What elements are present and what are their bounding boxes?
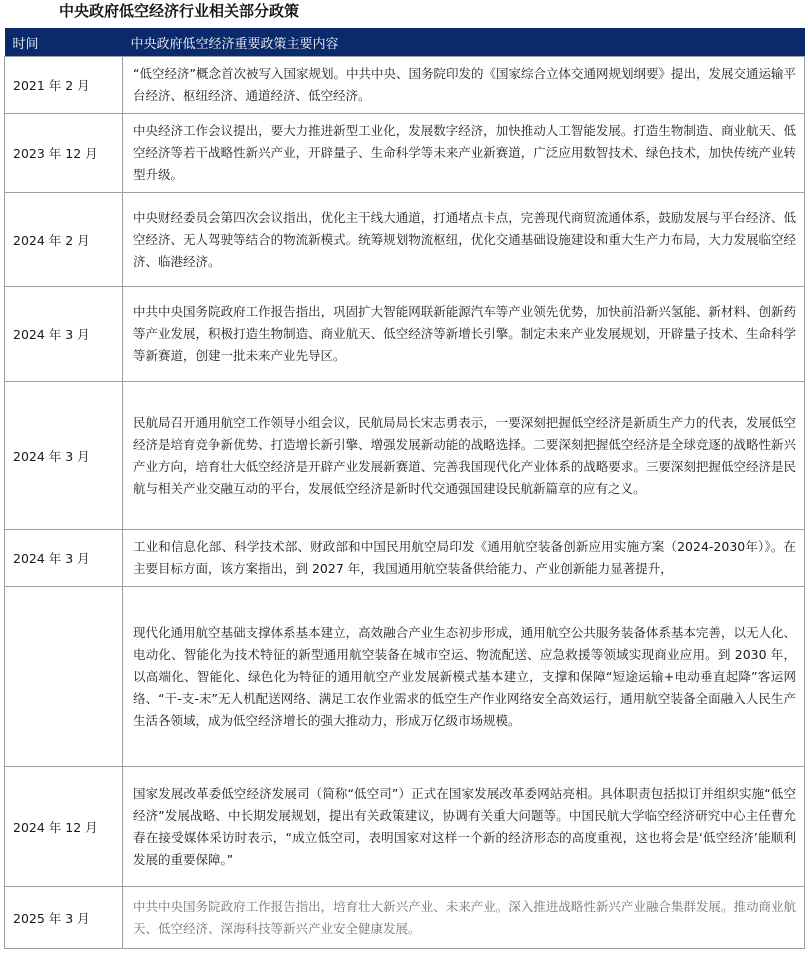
- row-date: [5, 587, 123, 767]
- table-row: [5, 287, 805, 382]
- row-content: 中央经济工作会议提出，要大力推进新型工业化，发展数字经济，加快推动人工智能发展。打造生物制造、商业航天、低空经济等若干战略性新兴产业，开辟量子、生命科学等未来产业新赛道，广泛应用数智技术、绿色技术，加快传统产业转型升级。: [123, 114, 805, 193]
- row-content: 国家发展改革委低空经济发展司（简称“低空司”）正式在国家发展改革委网站亮相。具体职责包括拟订并组织实施“低空经济”发展战略、中长期发展规划，提出有关政策建议，协调有关重大问题等。中国民航大学临空经济研究中心主任曹允春在接受媒体采访时表示，“成立低空司，表明国家对这样一个新的经济形态的高度重视，这也将会是‘低空经济’能顺利发展的重要保障。”: [123, 767, 805, 887]
- row-date: 2021 年 2 月: [5, 57, 123, 114]
- row-date: 2024 年 2 月: [5, 193, 123, 287]
- table-row: [5, 114, 805, 193]
- row-content: 中共中央国务院政府工作报告指出，培育壮大新兴产业、未来产业。深入推进战略性新兴产业融合集群发展。推动商业航天、低空经济、深海科技等新兴产业安全健康发展。: [123, 887, 805, 949]
- row-date: 2024 年 12 月: [5, 767, 123, 887]
- table-row: [5, 887, 805, 949]
- table-header-row: [5, 28, 805, 57]
- row-date: 2024 年 3 月: [5, 530, 123, 587]
- row-date: 2024 年 3 月: [5, 382, 123, 530]
- header-content: 中央政府低空经济重要政策主要内容: [123, 28, 805, 57]
- row-content: 中共中央国务院政府工作报告指出，巩固扩大智能网联新能源汽车等产业领先优势，加快前沿新兴氢能、新材料、创新药等产业发展，积极打造生物制造、商业航天、低空经济等新增长引擎。制定未来产业发展规划，开辟量子技术、生命科学等新赛道，创建一批未来产业先导区。: [123, 287, 805, 382]
- table-row: [5, 193, 805, 287]
- row-date: 2023 年 12 月: [5, 114, 123, 193]
- table-row: [5, 767, 805, 887]
- table-row: [5, 587, 805, 767]
- header-time: 时间: [5, 28, 123, 57]
- policy-table: [4, 28, 805, 949]
- row-date: 2025 年 3 月: [5, 887, 123, 949]
- row-content: “低空经济”概念首次被写入国家规划。中共中央、国务院印发的《国家综合立体交通网规划纲要》提出，发展交通运输平台经济、枢纽经济、通道经济、低空经济。: [123, 57, 805, 114]
- row-date: 2024 年 3 月: [5, 287, 123, 382]
- row-content: 民航局召开通用航空工作领导小组会议，民航局局长宋志勇表示，一要深刻把握低空经济是新质生产力的代表，发展低空经济是培育竞争新优势、打造增长新引擎、增强发展新动能的战略选择。二要深刻把握低空经济是全球竞逐的战略性新兴产业方向，培育壮大低空经济是开辟产业发展新赛道、完善我国现代化产业体系的战略要求。三要深刻把握低空经济是民航与相关产业交融互动的平台，发展低空经济是新时代交通强国建设民航新篇章的应有之义。: [123, 382, 805, 530]
- document-title: 中央政府低空经济行业相关部分政策: [59, 2, 300, 20]
- table-row: [5, 57, 805, 114]
- table-row: [5, 382, 805, 530]
- row-content: 中央财经委员会第四次会议指出，优化主干线大通道，打通堵点卡点，完善现代商贸流通体系，鼓励发展与平台经济、低空经济、无人驾驶等结合的物流新模式。统筹规划物流枢纽，优化交通基础设施建设和重大生产力布局，大力发展临空经济、临港经济。: [123, 193, 805, 287]
- row-content: 现代化通用航空基础支撑体系基本建立，高效融合产业生态初步形成，通用航空公共服务装备体系基本完善，以无人化、电动化、智能化为技术特征的新型通用航空装备在城市空运、物流配送、应急救援等领域实现商业应用。到 2030 年，以高端化、智能化、绿色化为特征的通用航空产业发展新模式基本建立，支撑和保障“短途运输+电动垂直起降”客运网络、“干-支-末”无人机配送网络、满足工农作业需求的低空生产作业网络安全高效运行，通用航空装备全面融入人民生产生活各领域，成为低空经济增长的强大推动力，形成万亿级市场规模。: [123, 587, 805, 767]
- table-row: [5, 530, 805, 587]
- row-content: 工业和信息化部、科学技术部、财政部和中国民用航空局印发《通用航空装备创新应用实施方案（2024-2030年）》。在主要目标方面，该方案指出，到 2027 年，我国通用航空装备供给能力、产业创新能力显著提升，: [123, 530, 805, 587]
